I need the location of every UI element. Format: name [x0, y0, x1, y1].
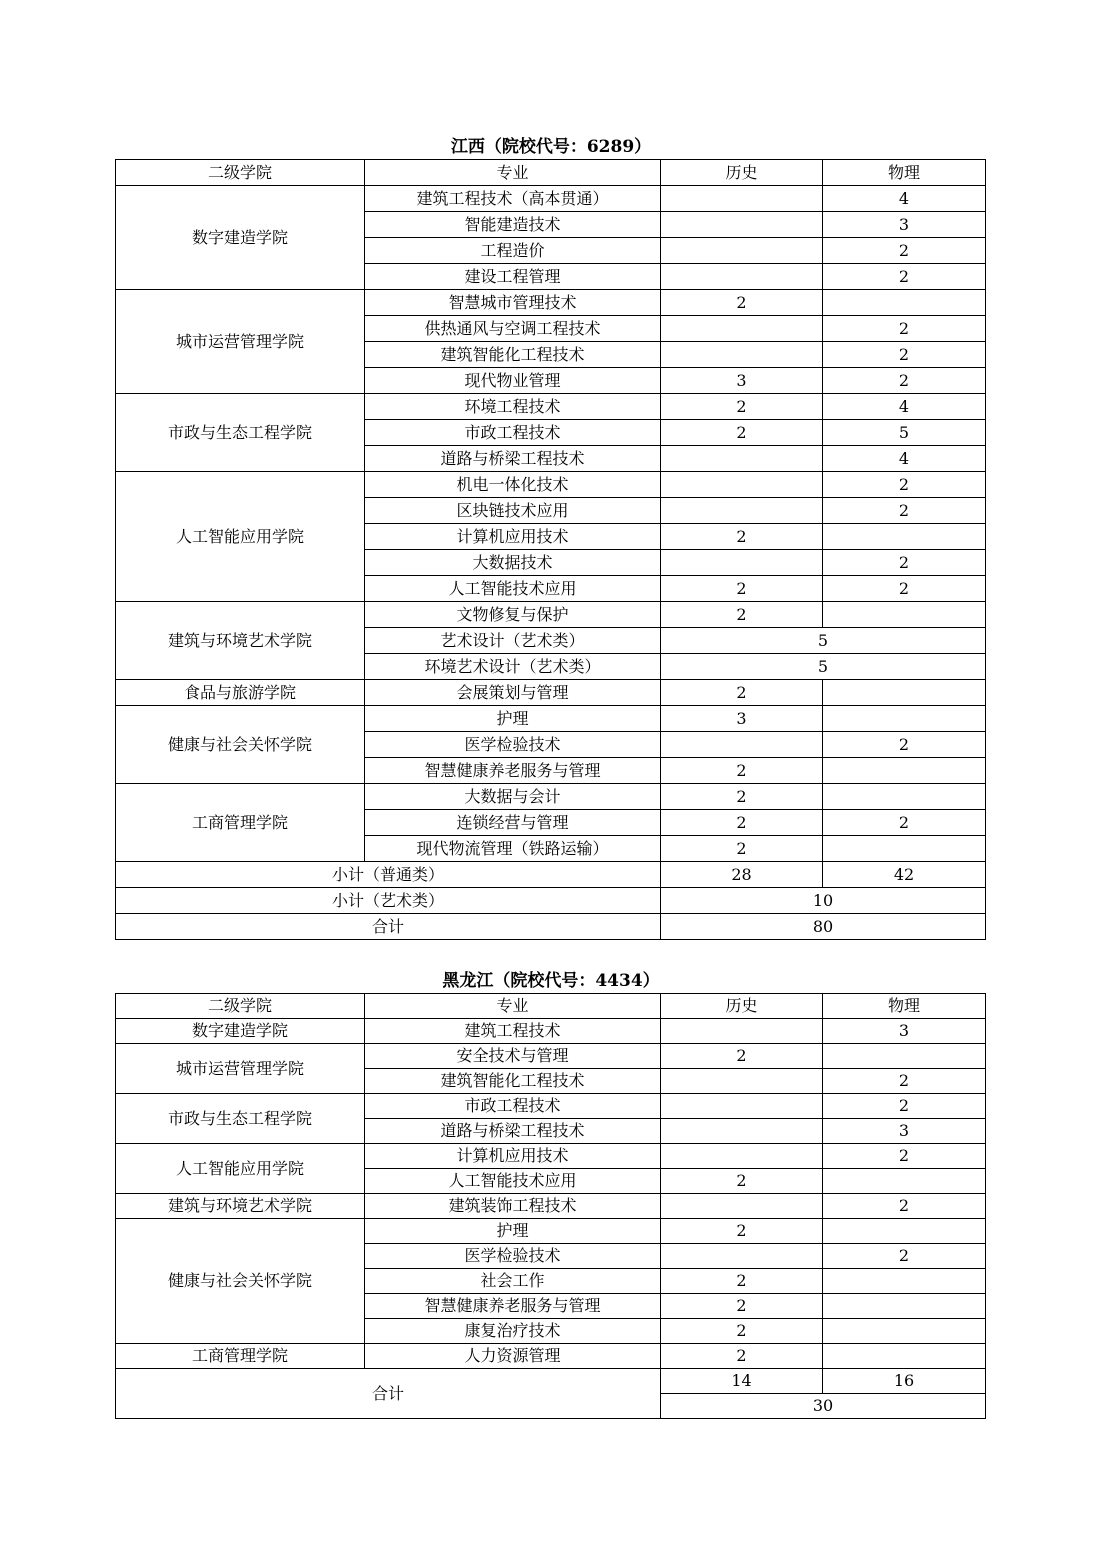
college-header: 二级学院 — [116, 994, 365, 1019]
major-name: 医学检验技术 — [365, 1244, 661, 1269]
total-row — [116, 914, 986, 940]
college-header: 二级学院 — [116, 160, 365, 186]
history-count: 2 — [661, 1294, 823, 1319]
history-count — [661, 1244, 823, 1269]
college-name: 工商管理学院 — [116, 784, 365, 862]
major-name: 智能建造技术 — [365, 212, 661, 238]
physics-count — [823, 524, 986, 550]
history-count: 2 — [661, 784, 823, 810]
college-name: 城市运营管理学院 — [116, 290, 365, 394]
college-name: 健康与社会关怀学院 — [116, 1219, 365, 1344]
history-count: 2 — [661, 758, 823, 784]
major-name: 智慧城市管理技术 — [365, 290, 661, 316]
major-name: 环境艺术设计（艺术类） — [365, 654, 661, 680]
major-name: 道路与桥梁工程技术 — [365, 446, 661, 472]
history-count: 2 — [661, 1044, 823, 1069]
major-name: 道路与桥梁工程技术 — [365, 1119, 661, 1144]
physics-count: 2 — [823, 1244, 986, 1269]
college-name: 人工智能应用学院 — [116, 1144, 365, 1194]
header-row — [116, 160, 986, 186]
major-name: 建筑装饰工程技术 — [365, 1194, 661, 1219]
table-row — [116, 1344, 986, 1369]
subtotal-art-label: 小计（艺术类） — [116, 888, 661, 914]
history-count — [661, 550, 823, 576]
major-header: 专业 — [365, 160, 661, 186]
major-name: 社会工作 — [365, 1269, 661, 1294]
table-row — [116, 290, 986, 316]
major-name: 智慧健康养老服务与管理 — [365, 1294, 661, 1319]
physics-header: 物理 — [823, 994, 986, 1019]
physics-count — [823, 602, 986, 628]
history-count — [661, 446, 823, 472]
table-row — [116, 706, 986, 732]
history-count: 2 — [661, 836, 823, 862]
table-row — [116, 472, 986, 498]
history-count — [661, 498, 823, 524]
history-count: 2 — [661, 680, 823, 706]
history-count — [661, 264, 823, 290]
subtotal-general-physics: 42 — [823, 862, 986, 888]
history-count — [661, 316, 823, 342]
physics-count — [823, 290, 986, 316]
college-name: 建筑与环境艺术学院 — [116, 602, 365, 680]
college-name: 城市运营管理学院 — [116, 1044, 365, 1094]
history-count: 2 — [661, 524, 823, 550]
major-name: 计算机应用技术 — [365, 524, 661, 550]
physics-count: 2 — [823, 1194, 986, 1219]
major-name: 现代物业管理 — [365, 368, 661, 394]
heilongjiang-table-title: 黑龙江（院校代号：4434） — [442, 971, 660, 991]
major-name: 计算机应用技术 — [365, 1144, 661, 1169]
history-count: 2 — [661, 1269, 823, 1294]
major-name: 人力资源管理 — [365, 1344, 661, 1369]
physics-count: 5 — [823, 420, 986, 446]
history-count — [661, 1194, 823, 1219]
history-count — [661, 238, 823, 264]
total-physics: 16 — [823, 1369, 986, 1394]
physics-count — [823, 1169, 986, 1194]
physics-count — [823, 706, 986, 732]
physics-count: 4 — [823, 186, 986, 212]
physics-count: 2 — [823, 1094, 986, 1119]
total-history: 14 — [661, 1369, 823, 1394]
physics-count — [823, 1269, 986, 1294]
subtotal-general-history: 28 — [661, 862, 823, 888]
major-name: 建设工程管理 — [365, 264, 661, 290]
table-row — [116, 1144, 986, 1169]
history-count: 2 — [661, 602, 823, 628]
physics-count — [823, 784, 986, 810]
physics-count: 2 — [823, 238, 986, 264]
major-name: 人工智能技术应用 — [365, 1169, 661, 1194]
major-name: 人工智能技术应用 — [365, 576, 661, 602]
major-name: 护理 — [365, 1219, 661, 1244]
header-row — [116, 994, 986, 1019]
history-count — [661, 1144, 823, 1169]
history-count: 2 — [661, 576, 823, 602]
physics-count — [823, 758, 986, 784]
physics-count: 2 — [823, 368, 986, 394]
history-count — [661, 1069, 823, 1094]
total-label: 合计 — [116, 1369, 661, 1419]
history-header: 历史 — [661, 160, 823, 186]
physics-count: 2 — [823, 264, 986, 290]
physics-count — [823, 1344, 986, 1369]
total-row — [116, 1369, 986, 1394]
physics-count: 3 — [823, 1019, 986, 1044]
table-row — [116, 602, 986, 628]
total-value: 30 — [661, 1394, 986, 1419]
college-name: 数字建造学院 — [116, 1019, 365, 1044]
physics-count: 2 — [823, 316, 986, 342]
jiangxi-enrollment-table — [115, 159, 986, 940]
physics-count — [823, 836, 986, 862]
history-count: 2 — [661, 1219, 823, 1244]
major-name: 医学检验技术 — [365, 732, 661, 758]
major-name: 环境工程技术 — [365, 394, 661, 420]
college-name: 建筑与环境艺术学院 — [116, 1194, 365, 1219]
history-header: 历史 — [661, 994, 823, 1019]
history-count: 2 — [661, 1169, 823, 1194]
history-count — [661, 732, 823, 758]
table-row — [116, 186, 986, 212]
college-name: 市政与生态工程学院 — [116, 394, 365, 472]
history-count: 2 — [661, 394, 823, 420]
history-count: 3 — [661, 706, 823, 732]
major-name: 建筑工程技术（高本贯通） — [365, 186, 661, 212]
major-name: 市政工程技术 — [365, 420, 661, 446]
physics-count — [823, 1044, 986, 1069]
physics-count: 3 — [823, 1119, 986, 1144]
jiangxi-table-title: 江西（院校代号：6289） — [450, 137, 652, 157]
physics-count — [823, 1294, 986, 1319]
table-row — [116, 1194, 986, 1219]
combined-count: 5 — [661, 628, 986, 654]
table-row — [116, 394, 986, 420]
physics-count — [823, 680, 986, 706]
major-name: 建筑智能化工程技术 — [365, 342, 661, 368]
table-row — [116, 680, 986, 706]
history-count: 2 — [661, 290, 823, 316]
total-label: 合计 — [116, 914, 661, 940]
physics-count: 2 — [823, 576, 986, 602]
history-count — [661, 212, 823, 238]
subtotal-art-value: 10 — [661, 888, 986, 914]
table-row — [116, 784, 986, 810]
major-name: 大数据与会计 — [365, 784, 661, 810]
subtotal-general-row — [116, 862, 986, 888]
physics-count: 3 — [823, 212, 986, 238]
history-count: 2 — [661, 1344, 823, 1369]
major-name: 智慧健康养老服务与管理 — [365, 758, 661, 784]
major-name: 工程造价 — [365, 238, 661, 264]
table-row — [116, 1094, 986, 1119]
physics-header: 物理 — [823, 160, 986, 186]
physics-count: 2 — [823, 810, 986, 836]
physics-count: 4 — [823, 446, 986, 472]
history-count — [661, 1019, 823, 1044]
table-row — [116, 1219, 986, 1244]
physics-count — [823, 1319, 986, 1344]
major-name: 市政工程技术 — [365, 1094, 661, 1119]
major-name: 大数据技术 — [365, 550, 661, 576]
history-count: 2 — [661, 810, 823, 836]
college-name: 健康与社会关怀学院 — [116, 706, 365, 784]
physics-count: 2 — [823, 472, 986, 498]
major-name: 艺术设计（艺术类） — [365, 628, 661, 654]
subtotal-art-row — [116, 888, 986, 914]
physics-count: 2 — [823, 1144, 986, 1169]
college-name: 数字建造学院 — [116, 186, 365, 290]
major-header: 专业 — [365, 994, 661, 1019]
major-name: 现代物流管理（铁路运输） — [365, 836, 661, 862]
history-count — [661, 186, 823, 212]
subtotal-general-label: 小计（普通类） — [116, 862, 661, 888]
major-name: 区块链技术应用 — [365, 498, 661, 524]
heilongjiang-enrollment-table — [115, 993, 986, 1419]
physics-count: 4 — [823, 394, 986, 420]
major-name: 文物修复与保护 — [365, 602, 661, 628]
college-name: 人工智能应用学院 — [116, 472, 365, 602]
total-value: 80 — [661, 914, 986, 940]
major-name: 建筑工程技术 — [365, 1019, 661, 1044]
history-count — [661, 1094, 823, 1119]
major-name: 会展策划与管理 — [365, 680, 661, 706]
physics-count: 2 — [823, 550, 986, 576]
major-name: 机电一体化技术 — [365, 472, 661, 498]
table-row — [116, 1044, 986, 1069]
major-name: 供热通风与空调工程技术 — [365, 316, 661, 342]
college-name: 工商管理学院 — [116, 1344, 365, 1369]
combined-count: 5 — [661, 654, 986, 680]
history-count: 2 — [661, 420, 823, 446]
major-name: 康复治疗技术 — [365, 1319, 661, 1344]
history-count: 3 — [661, 368, 823, 394]
physics-count — [823, 1219, 986, 1244]
major-name: 安全技术与管理 — [365, 1044, 661, 1069]
college-name: 食品与旅游学院 — [116, 680, 365, 706]
physics-count: 2 — [823, 342, 986, 368]
history-count — [661, 1119, 823, 1144]
major-name: 连锁经营与管理 — [365, 810, 661, 836]
physics-count: 2 — [823, 1069, 986, 1094]
table-row — [116, 1019, 986, 1044]
physics-count: 2 — [823, 732, 986, 758]
major-name: 建筑智能化工程技术 — [365, 1069, 661, 1094]
physics-count: 2 — [823, 498, 986, 524]
college-name: 市政与生态工程学院 — [116, 1094, 365, 1144]
history-count — [661, 472, 823, 498]
history-count: 2 — [661, 1319, 823, 1344]
history-count — [661, 342, 823, 368]
major-name: 护理 — [365, 706, 661, 732]
